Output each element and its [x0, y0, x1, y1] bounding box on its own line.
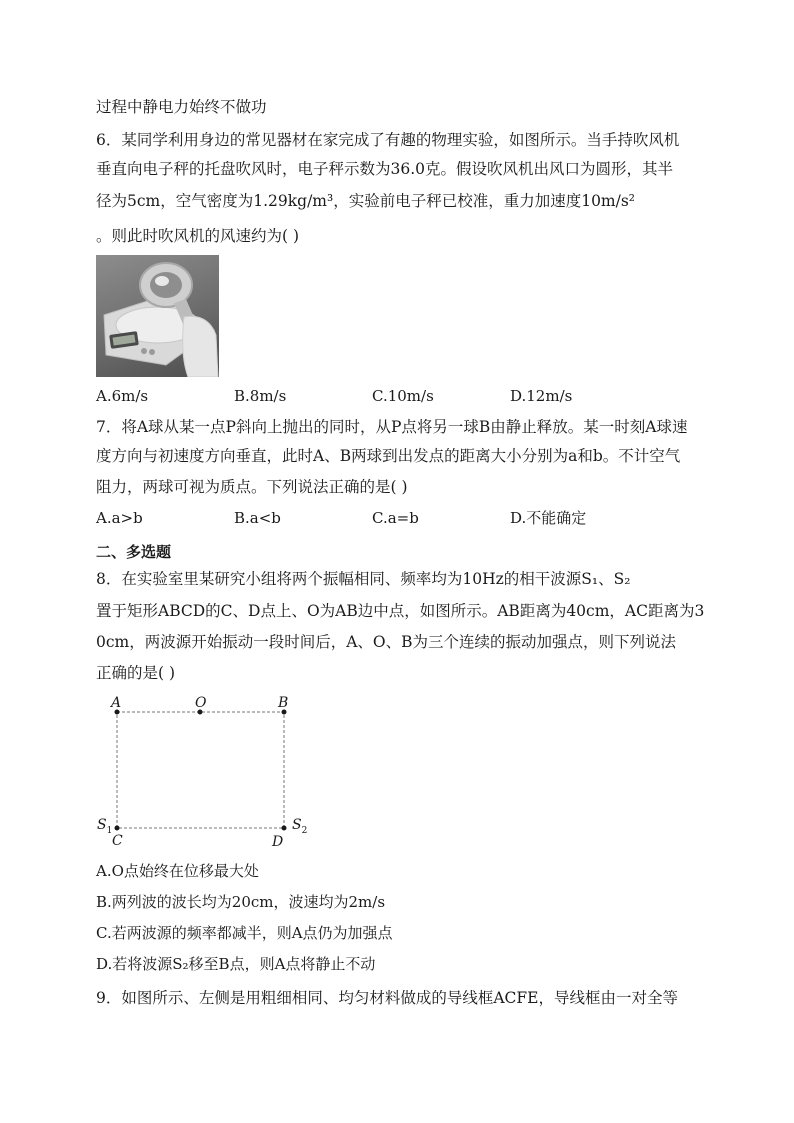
question-7-line-2: 度方向与初速度方向垂直，此时A、B两球到出发点的距离大小分别为a和b。不计空气: [96, 447, 681, 465]
q6-option-a: A.6m/s: [96, 387, 149, 405]
dashed-rectangle: [117, 712, 284, 828]
hair-dryer-scale-photo: [96, 255, 219, 377]
label-d: D: [272, 834, 284, 850]
label-s2: $S_2$: [292, 817, 308, 836]
q7-option-a: A.a>b: [96, 509, 143, 527]
question-8-line-1: 8．在实验室里某研究小组将两个振幅相同、频率均为10Hz的相干波源S₁、S₂: [96, 570, 631, 588]
question-8-line-2: 置于矩形ABCD的C、D点上、O为AB边中点，如图所示。AB距离为40cm，AC距离为3: [96, 602, 705, 620]
q8-option-c: C.若两波源的频率都减半，则A点仍为加强点: [96, 924, 393, 942]
label-s1: $S_1$: [97, 817, 113, 836]
question-6-line-1: 6．某同学利用身边的常见器材在家完成了有趣的物理实验，如图所示。当手持吹风机: [96, 131, 680, 149]
point-d: [282, 826, 287, 831]
q7-option-b: B.a<b: [234, 509, 281, 527]
question-6-line-3: 径为5cm，空气密度为1.29kg/m³，实验前电子秤已校准，重力加速度10m/s²: [96, 192, 636, 210]
question-7-line-3: 阻力，两球可视为质点。下列说法正确的是( ): [96, 478, 408, 496]
section-heading-multiple-choice: 二、多选题: [96, 543, 172, 561]
label-a: A: [111, 695, 122, 711]
q6-option-b: B.8m/s: [234, 387, 287, 405]
question-6-line-4: 。则此时吹风机的风速约为( ): [96, 227, 300, 245]
question-8-line-3: 0cm，两波源开始振动一段时间后，A、O、B为三个连续的振动加强点，则下列说法: [96, 633, 677, 651]
point-c: [115, 826, 120, 831]
q6-option-c: C.10m/s: [372, 387, 434, 405]
q7-option-d: D.不能确定: [510, 509, 587, 527]
question-9-line-1: 9．如图所示、左侧是用粗细相同、均匀材料做成的导线框ACFE，导线框由一对全等: [96, 989, 678, 1007]
q7-option-c: C.a=b: [372, 509, 419, 527]
q8-option-d: D.若将波源S₂移至B点，则A点将静止不动: [96, 955, 376, 973]
q8-option-b: B.两列波的波长均为20cm，波速均为2m/s: [96, 893, 386, 911]
q8-option-a: A.O点始终在位移最大处: [96, 862, 259, 880]
continued-text-line: 过程中静电力始终不做功: [96, 98, 267, 116]
q6-option-d: D.12m/s: [510, 387, 573, 405]
question-6-line-2: 垂直向电子秤的托盘吹风时，电子秤示数为36.0克。假设吹风机出风口为圆形，其半: [96, 160, 674, 178]
label-o: O: [195, 695, 207, 711]
question-7-line-1: 7．将A球从某一点P斜向上抛出的同时，从P点将另一球B由静止释放。某一时刻A球速: [96, 418, 688, 436]
rectangle-abcd-diagram: [92, 692, 312, 852]
label-b: B: [278, 695, 289, 711]
question-8-line-4: 正确的是( ): [96, 664, 176, 682]
label-c: C: [112, 833, 123, 849]
